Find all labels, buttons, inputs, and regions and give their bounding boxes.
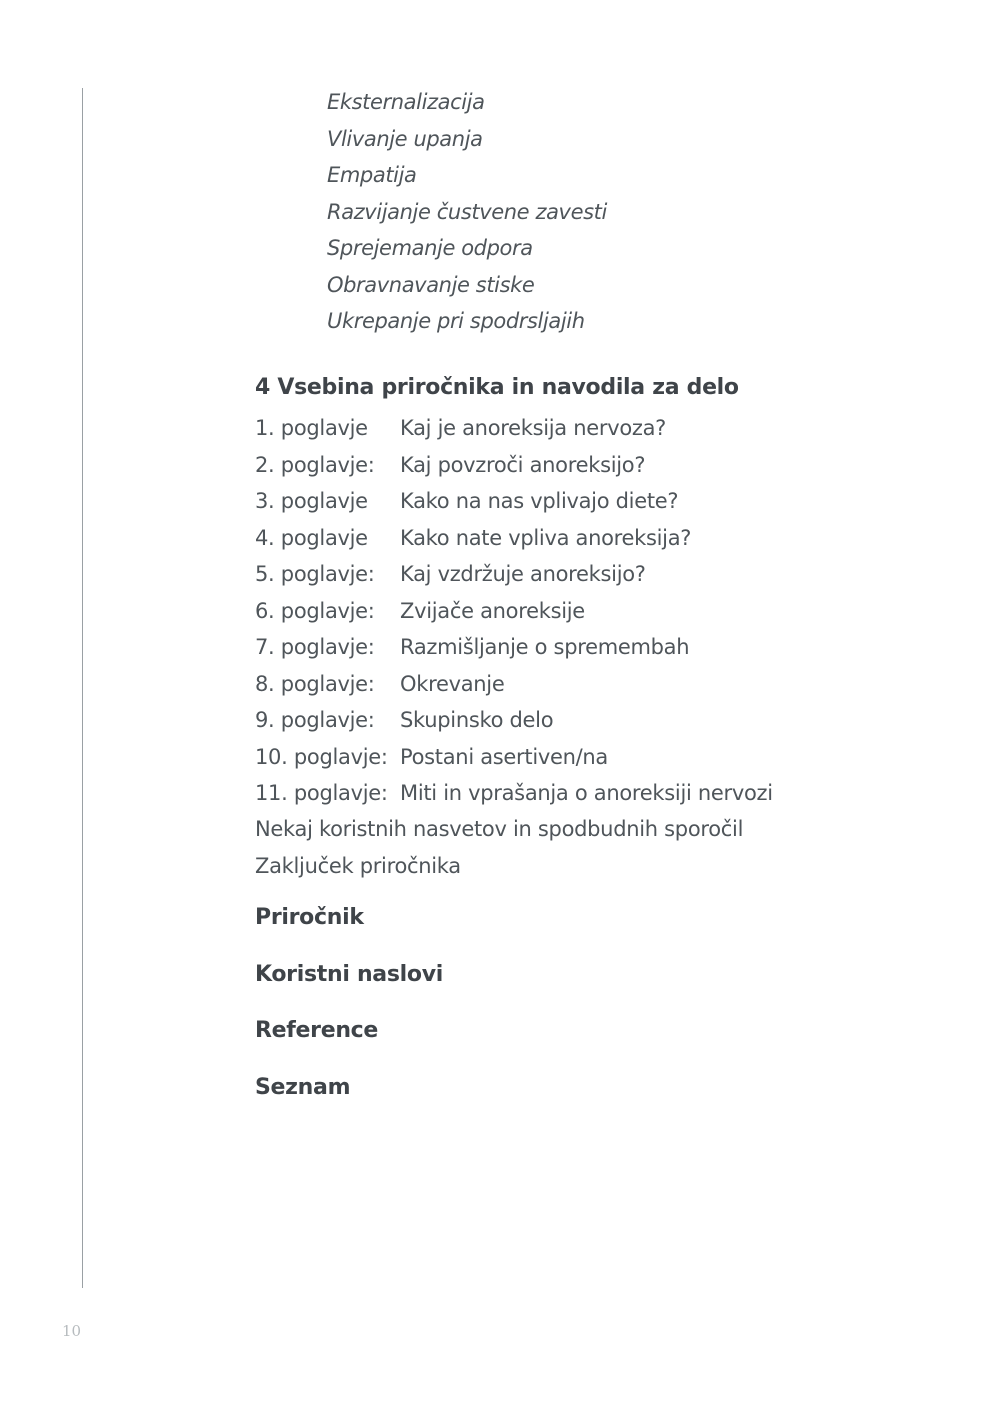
chapter-number: 11. poglavje:	[255, 781, 388, 805]
chapter-title: Kaj vzdržuje anoreksijo?	[400, 562, 646, 586]
list-item: Zaključek priročnika	[255, 853, 461, 878]
chapter-row	[255, 447, 773, 484]
list-item: Nekaj koristnih nasvetov in spodbudnih sporočil	[255, 817, 744, 841]
chapter-title: Okrevanje	[400, 671, 505, 696]
italic-topic-list	[327, 84, 607, 340]
chapter-row	[255, 520, 773, 557]
page-number: 10	[62, 1322, 82, 1340]
chapter-title: Kaj povzroči anoreksijo?	[400, 452, 646, 477]
chapter-number: 6. poglavje:	[255, 598, 375, 623]
chapter-title: Razmišljanje o spremembah	[400, 635, 690, 659]
chapter-row	[255, 775, 773, 812]
list-item: Sprejemanje odpora	[327, 236, 533, 260]
list-item: Vlivanje upanja	[327, 126, 483, 151]
chapter-number: 5. poglavje:	[255, 562, 375, 586]
bold-heading-seznam: Seznam	[255, 1075, 351, 1100]
chapter-row	[255, 629, 773, 666]
list-item: Empatija	[327, 163, 417, 187]
chapter-row	[255, 556, 773, 593]
list-item: Eksternalizacija	[327, 90, 485, 114]
bold-heading-prirocnik: Priročnik	[255, 905, 364, 930]
chapter-row	[255, 739, 773, 776]
margin-rule	[82, 88, 83, 1288]
chapter-number: 7. poglavje:	[255, 635, 375, 659]
chapter-row	[255, 593, 773, 630]
list-item: Obravnavanje stiske	[327, 272, 535, 297]
chapter-number: 2. poglavje:	[255, 452, 375, 477]
chapter-title: Zvijače anoreksije	[400, 598, 585, 623]
chapter-number: 4. poglavje	[255, 525, 368, 550]
chapter-title: Kako nate vpliva anoreksija?	[400, 525, 692, 550]
bold-heading-koristni-naslovi: Koristni naslovi	[255, 962, 443, 987]
chapter-number: 1. poglavje	[255, 416, 368, 440]
section-heading: 4 Vsebina priročnika in navodila za delo	[255, 375, 739, 400]
chapter-list	[255, 410, 773, 812]
chapter-number: 10. poglavje:	[255, 744, 388, 769]
chapter-number: 9. poglavje:	[255, 708, 375, 732]
chapter-row	[255, 666, 773, 703]
chapter-title: Skupinsko delo	[400, 708, 554, 732]
chapter-title: Postani asertiven/na	[400, 744, 608, 769]
extra-lines	[255, 811, 743, 884]
list-item: Ukrepanje pri spodrsljajih	[327, 309, 585, 333]
chapter-row	[255, 410, 773, 447]
list-item: Razvijanje čustvene zavesti	[327, 199, 607, 224]
chapter-number: 3. poglavje	[255, 489, 368, 513]
chapter-row	[255, 702, 773, 739]
chapter-title: Miti in vprašanja o anoreksiji nervozi	[400, 781, 773, 805]
chapter-title: Kako na nas vplivajo diete?	[400, 489, 679, 513]
chapter-row	[255, 483, 773, 520]
chapter-number: 8. poglavje:	[255, 671, 375, 696]
bold-heading-reference: Reference	[255, 1018, 379, 1043]
chapter-title: Kaj je anoreksija nervoza?	[400, 416, 667, 440]
